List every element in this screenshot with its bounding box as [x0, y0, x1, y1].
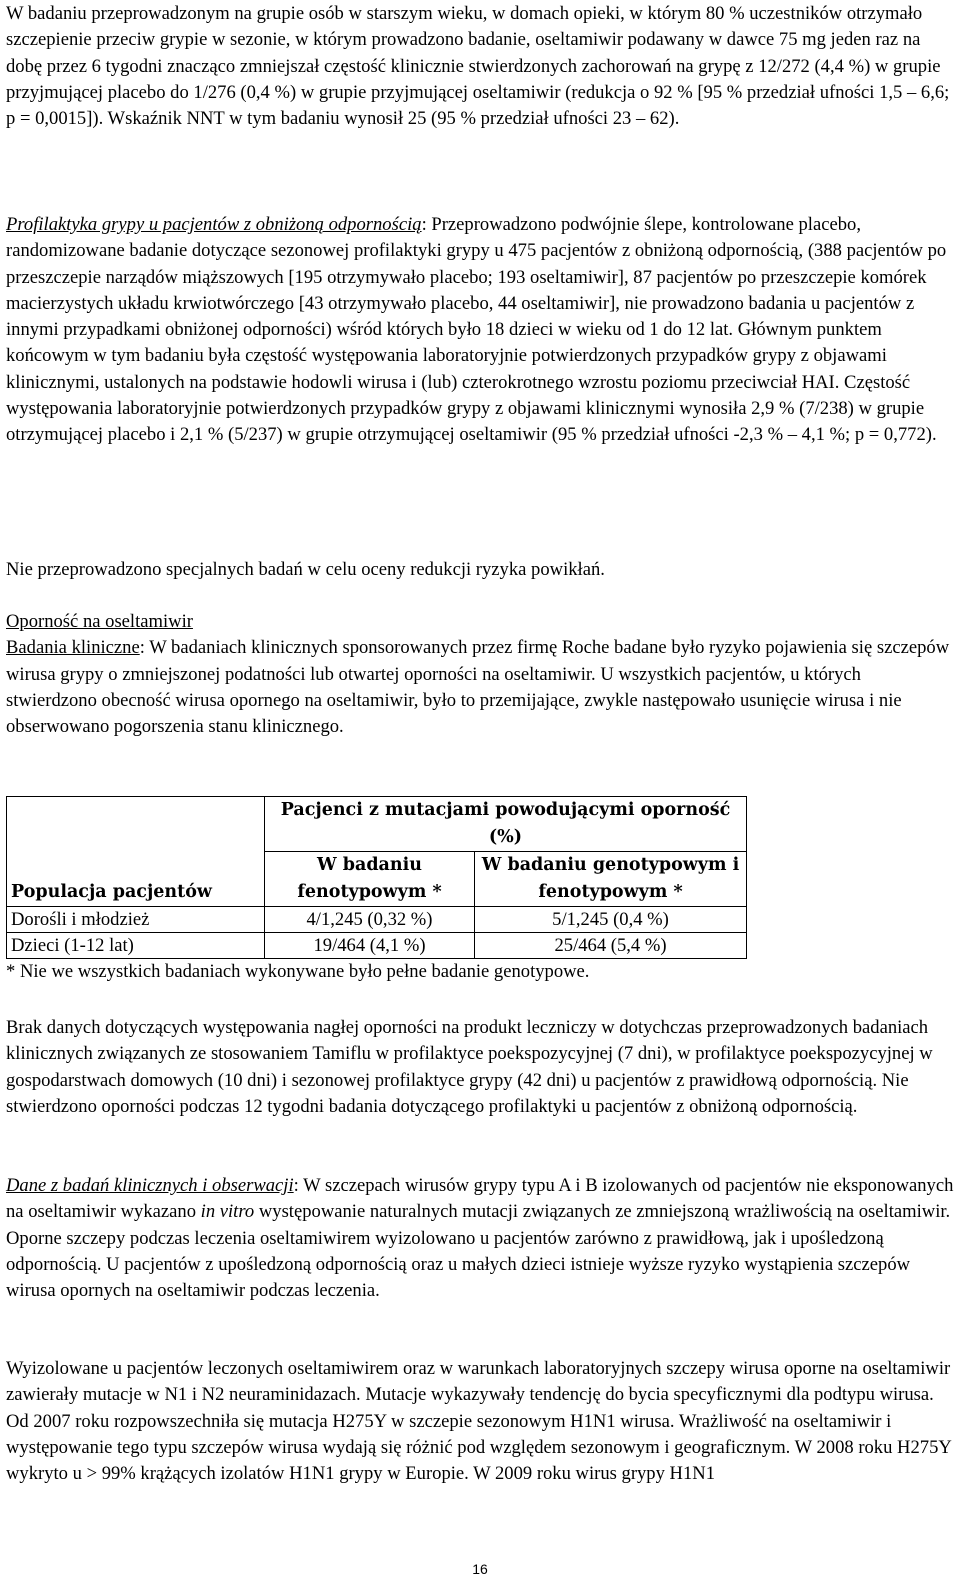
paragraph-mutations: Wyizolowane u pacjentów leczonych oseltamiwirem oraz w warunkach laboratoryjnych szczepy wirusa oporne na oseltamiwir zawierały mutacje w N1 i N2 neuraminidazach. Mutacje wykazywały tendencję do bycia specyficznymi dla podtypu wirusa. Od 2007 roku rozpowszechniła się mutacja H275Y w szczepie sezonowym H1N1 wirusa. Wrażliwość na oseltamiwir i występowanie tego typu szczepów wirusa wydają się różnić pod względem sezonowym i geograficznym. W 2008 roku H275Y wykryto u > 99% krążących izolatów H1N1 grypy w Europie. W 2009 roku wirus grypy H1N1 — [6, 1358, 952, 1485]
paragraph-complications: Nie przeprowadzono specjalnych badań w celu oceny redukcji ryzyka powikłań. — [6, 559, 605, 580]
resistance-table — [6, 796, 747, 959]
heading-clinical-trials: Badania kliniczne — [6, 637, 140, 659]
cell-population: Dorośli i młodzież — [7, 907, 265, 933]
cell-phenotypic: 4/1,245 (0,32 %) — [265, 907, 475, 933]
heading-immunocompromised-prophylaxis: Profilaktyka grypy u pacjentów z obniżoną odpornością — [6, 214, 422, 235]
heading-observational-data: Dane z badań klinicznych i obserwacji — [6, 1175, 294, 1196]
table-row — [7, 907, 747, 933]
table-row — [7, 933, 747, 959]
paragraph-no-resistance-data: Brak danych dotyczących występowania nagłej oporności na produkt leczniczy w dotychczas przeprowadzonych badaniach klinicznych związanych ze stosowaniem Tamiflu w profilaktyce poekspozycyjnej (7 dni), w profilaktyce poekspozycyjnej w gospodarstwach domowych (10 dni) i sezonowej profilaktyce grypy (42 dni) u pacjentów z prawidłową odpornością. Nie stwierdzono oporności podczas 12 tygodni badania dotyczącego profilaktyki u pacjentów z obniżoną odpornością. — [6, 1017, 933, 1117]
header-genotypic: W badaniu genotypowym i fenotypowym * — [475, 852, 747, 907]
header-resistance-group: Pacjenci z mutacjami powodującymi oporność (%) — [265, 797, 747, 852]
in-vitro-term: in vitro — [200, 1201, 255, 1223]
paragraph-nursing-home-study: W badaniu przeprowadzonym na grupie osób w starszym wieku, w domach opieki, w którym 80 % uczestników otrzymało szczepienie przeciw grypie w sezonie, w którym prowadzono badanie, oseltamiwir podawany w dawce 75 mg jeden raz na dobę przez 6 tygodni znacząco zmniejszał częstość klinicznie stwierdzonych zachorowań na grypę z 12/272 (4,4 %) w grupie przyjmującej placebo do 1/276 (0,4 %) w grupie przyjmującej oseltamiwir (redukcja o 92 % [95 % przedział ufności 1,5 – 6,6; p = 0,0015]). Wskaźnik NNT w tym badaniu wynosił 25 (95 % przedział ufności 23 – 62). — [6, 3, 950, 130]
table-header-row-1 — [7, 797, 747, 852]
resistance-section — [6, 609, 954, 740]
header-phenotypic: W badaniu fenotypowym * — [265, 852, 475, 907]
paragraph-clinical-trials — [6, 635, 954, 740]
cell-phenotypic: 19/464 (4,1 %) — [265, 933, 475, 959]
header-population: Populacja pacjentów — [7, 797, 265, 907]
cell-genotypic: 25/464 (5,4 %) — [475, 933, 747, 959]
paragraph-observational-data: Dane z badań klinicznych i obserwacji: W szczepach wirusów grypy typu A i B izolowanych od pacjentów nie eksponowanych na oseltamiwir wykazano in vitro występowanie naturalnych mutacji związanych ze zmniejszoną wrażliwością na oseltamiwir. Oporne szczepy podczas leczenia oseltamiwirem wyizolowano u pacjentów zarówno z prawidłową, jak i upośledzoną odpornością. U pacjentów z upośledzoną odpornością oraz u małych dzieci istnieje wyższe ryzyko wystąpienia szczepów wirusa opornych na oseltamiwir podczas leczenia. — [6, 1175, 954, 1302]
page-number: 16 — [472, 1561, 488, 1577]
cell-population: Dzieci (1-12 lat) — [7, 933, 265, 959]
cell-genotypic: 5/1,245 (0,4 %) — [475, 907, 747, 933]
paragraph-clinical-trials-text: : W badaniach klinicznych sponsorowanych przez firmę Roche badane było ryzyko pojawienia się szczepów wirusa grypy o zmniejszonej podatności lub otwartej oporności na oseltamiwir. U wszystkich pacjentów, u których stwierdzono obecność wirusa opornego na oseltamiwir, było to przemijające, zwykle następowało usunięcie wirusa i nie obserwowano pogorszenia stanu klinicznego. — [6, 637, 950, 738]
paragraph-immunocompromised-text: : Przeprowadzono podwójnie ślepe, kontrolowane placebo, randomizowane badanie dotyczące sezonowej profilaktyki grypy u 475 pacjentów z obniżoną odpornością, (388 pacjentów po przeszczepie narządów miąższowych [195 otrzymywało placebo; 193 oseltamiwir], 87 pacjentów po przeszczepie komórek macierzystych układu krwiotwórczego [43 otrzymywało placebo, 44 oseltamiwir], nie prowadzono badania u pacjentów z innymi przypadkami obniżonej odporności) wśród których było 18 dzieci w wieku od 1 do 12 lat. Głównym punktem końcowym w tym badaniu była częstość występowania laboratoryjnie potwierdzonych przypadków grypy z objawami klinicznymi, ustalonych na podstawie hodowli wirusa i (lub) czterokrotnego wzrostu poziomu przeciwciał HAI. Częstość występowania laboratoryjnie potwierdzonych przypadków grypy z objawami klinicznymi wynosiła 2,9 % (7/238) w grupie otrzymującej placebo i 2,1 % (5/237) w grupie otrzymującej oseltamiwir (95 % przedział ufności -2,3 % – 4,1 %; p = 0,772). — [6, 214, 947, 446]
paragraph-immunocompromised — [6, 212, 954, 449]
table-footnote: * Nie we wszystkich badaniach wykonywane było pełne badanie genotypowe. — [6, 961, 590, 982]
section-heading-resistance: Oporność na oseltamiwir — [6, 611, 193, 632]
